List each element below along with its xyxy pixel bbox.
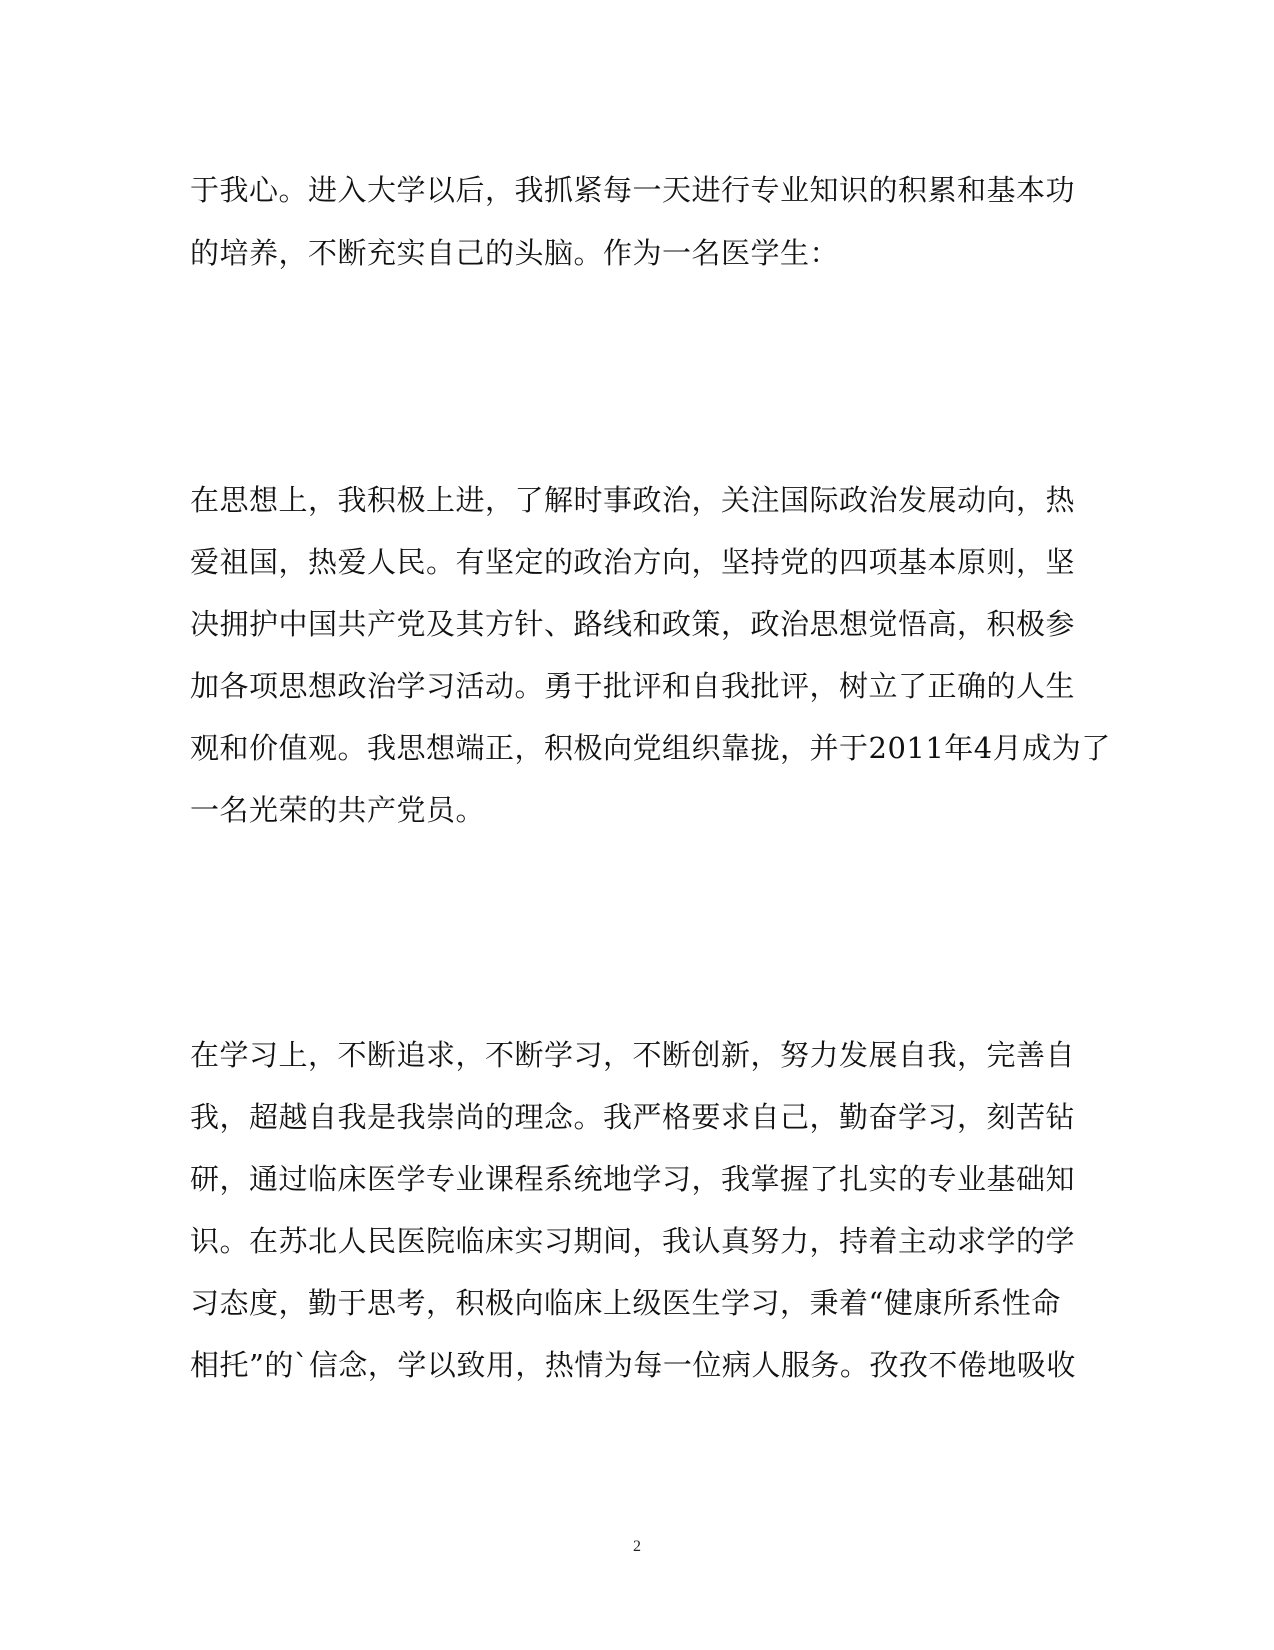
page-number: 2 [633,1538,641,1555]
paragraph-line: 一名光荣的共产党员。 [190,793,486,827]
paragraph-line: 的培养，不断充实自己的头脑。作为一名医学生： [190,236,840,270]
paragraph-line: 我，超越自我是我崇尚的理念。我严格要求自己，勤奋学习，刻苦钻 [190,1100,1076,1134]
paragraph-line: 研，通过临床医学专业课程系统地学习，我掌握了扎实的专业基础知 [190,1162,1076,1196]
paragraph-line: 相托”的`信念，学以致用，热情为每一位病人服务。孜孜不倦地吸收 [190,1348,1076,1382]
paragraph-line: 决拥护中国共产党及其方针、路线和政策，政治思想觉悟高，积极参 [190,607,1076,641]
paragraph-line: 识。在苏北人民医院临床实习期间，我认真努力，持着主动求学的学 [190,1224,1076,1258]
paragraph-line: 加各项思想政治学习活动。勇于批评和自我批评，树立了正确的人生 [190,669,1076,703]
paragraph-line: 在思想上，我积极上进，了解时事政治，关注国际政治发展动向，热 [190,483,1076,517]
paragraph-line: 观和价值观。我思想端正，积极向党组织靠拢，并于2011年4月成为了 [190,731,1111,765]
paragraph-line: 在学习上，不断追求，不断学习，不断创新，努力发展自我，完善自 [190,1038,1076,1072]
paragraph-line: 爱祖国，热爱人民。有坚定的政治方向，坚持党的四项基本原则，坚 [190,545,1076,579]
paragraph-line: 习态度，勤于思考，积极向临床上级医生学习，秉着“健康所系性命 [190,1286,1061,1320]
paragraph-line: 于我心。进入大学以后，我抓紧每一天进行专业知识的积累和基本功 [190,173,1076,207]
